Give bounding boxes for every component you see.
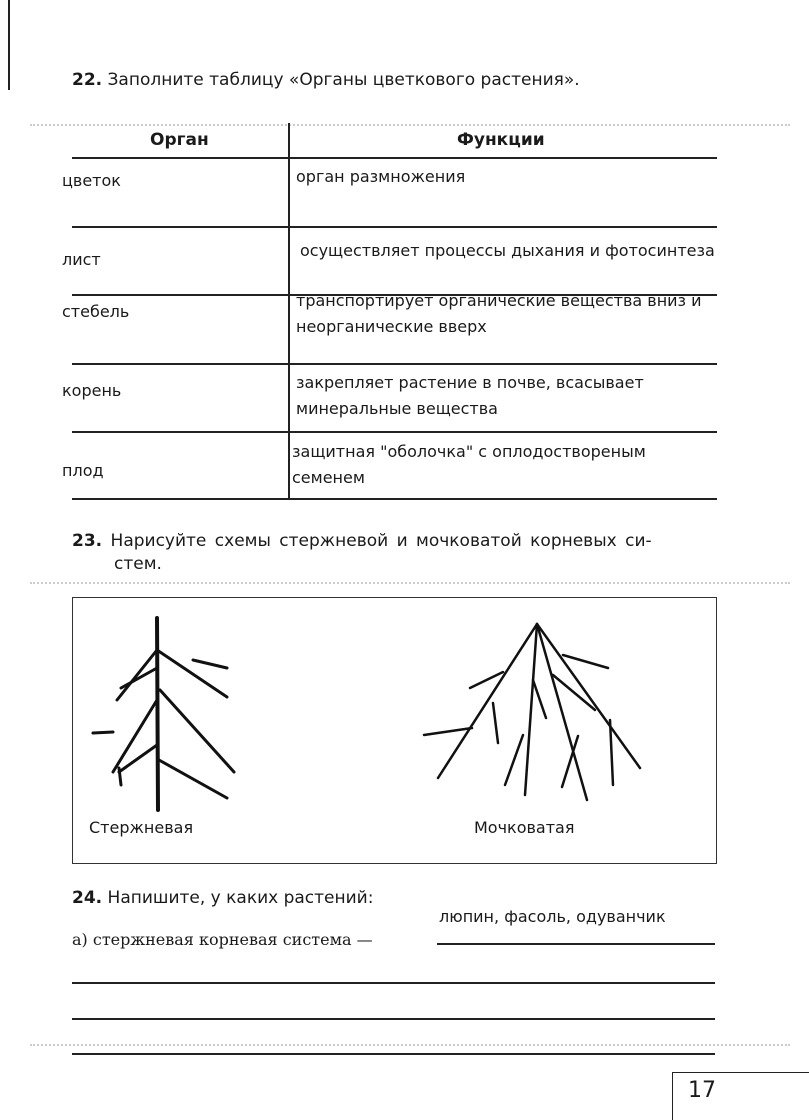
organ-cell: плод <box>62 461 104 480</box>
root-branch <box>117 650 157 700</box>
root-branch <box>563 655 608 668</box>
label-taproot: Стержневая <box>89 818 194 837</box>
function-cell: защитная "оболочка" с оплодоствореным <box>292 442 646 461</box>
header-organ: Орган <box>150 130 209 150</box>
answer-line <box>72 1018 715 1020</box>
organ-cell: корень <box>62 381 122 400</box>
function-cell: минеральные вещества <box>296 399 498 418</box>
label-fibrous: Мочковатая <box>474 818 575 837</box>
task24-text: Напишите, у каких растений: <box>107 888 374 908</box>
root-branch <box>193 660 227 668</box>
task22-number: 22. <box>72 70 103 90</box>
root-branch <box>159 760 227 798</box>
organ-cell: лист <box>62 250 101 269</box>
answer-line <box>72 1053 715 1055</box>
function-cell: орган размножения <box>296 167 466 186</box>
function-cell: осуществляет процессы дыхания и фотосинтеза <box>300 241 715 260</box>
root-branch <box>505 735 523 785</box>
root-branch <box>424 728 472 735</box>
bleed-through <box>30 1030 790 1046</box>
root-branch <box>160 690 234 772</box>
taproot-main <box>157 618 158 810</box>
answer-line <box>437 943 715 945</box>
root-branch <box>119 768 121 785</box>
root-branch <box>438 624 537 778</box>
function-cell: закрепляет растение в почве, всасывает <box>296 373 644 392</box>
task23-text: Нарисуйте схемы стержневой и мочковатой корневых си- <box>110 531 652 551</box>
root-branch <box>537 624 640 768</box>
task24-number: 24. <box>72 888 103 908</box>
root-branch <box>525 624 537 795</box>
function-cell: неорганические вверх <box>296 317 487 336</box>
function-cell: транспортирует органические вещества вниз и <box>296 291 702 310</box>
organ-cell: цветок <box>62 171 121 190</box>
page-number: 17 <box>688 1078 716 1103</box>
function-cell: семенем <box>292 468 365 487</box>
taproot-drawing <box>93 618 234 810</box>
answer-a[interactable]: люпин, фасоль, одуванчик <box>439 907 666 926</box>
task24-item-a: а) стержневая корневая система — <box>72 930 373 949</box>
task24-heading <box>72 888 373 908</box>
header-functions: Функции <box>457 130 545 150</box>
root-branch <box>157 650 227 697</box>
task23-number: 23. <box>72 531 103 551</box>
fibrous-root-drawing <box>424 624 640 800</box>
task23-text-cont: стем. <box>114 554 162 574</box>
root-branch <box>493 703 498 743</box>
answer-line <box>72 982 715 984</box>
root-branch <box>93 732 113 733</box>
root-branch <box>119 745 157 772</box>
organ-cell: стебель <box>62 302 130 321</box>
root-branch <box>533 680 546 718</box>
task22-text: Заполните таблицу «Органы цветкового растения». <box>107 70 580 90</box>
